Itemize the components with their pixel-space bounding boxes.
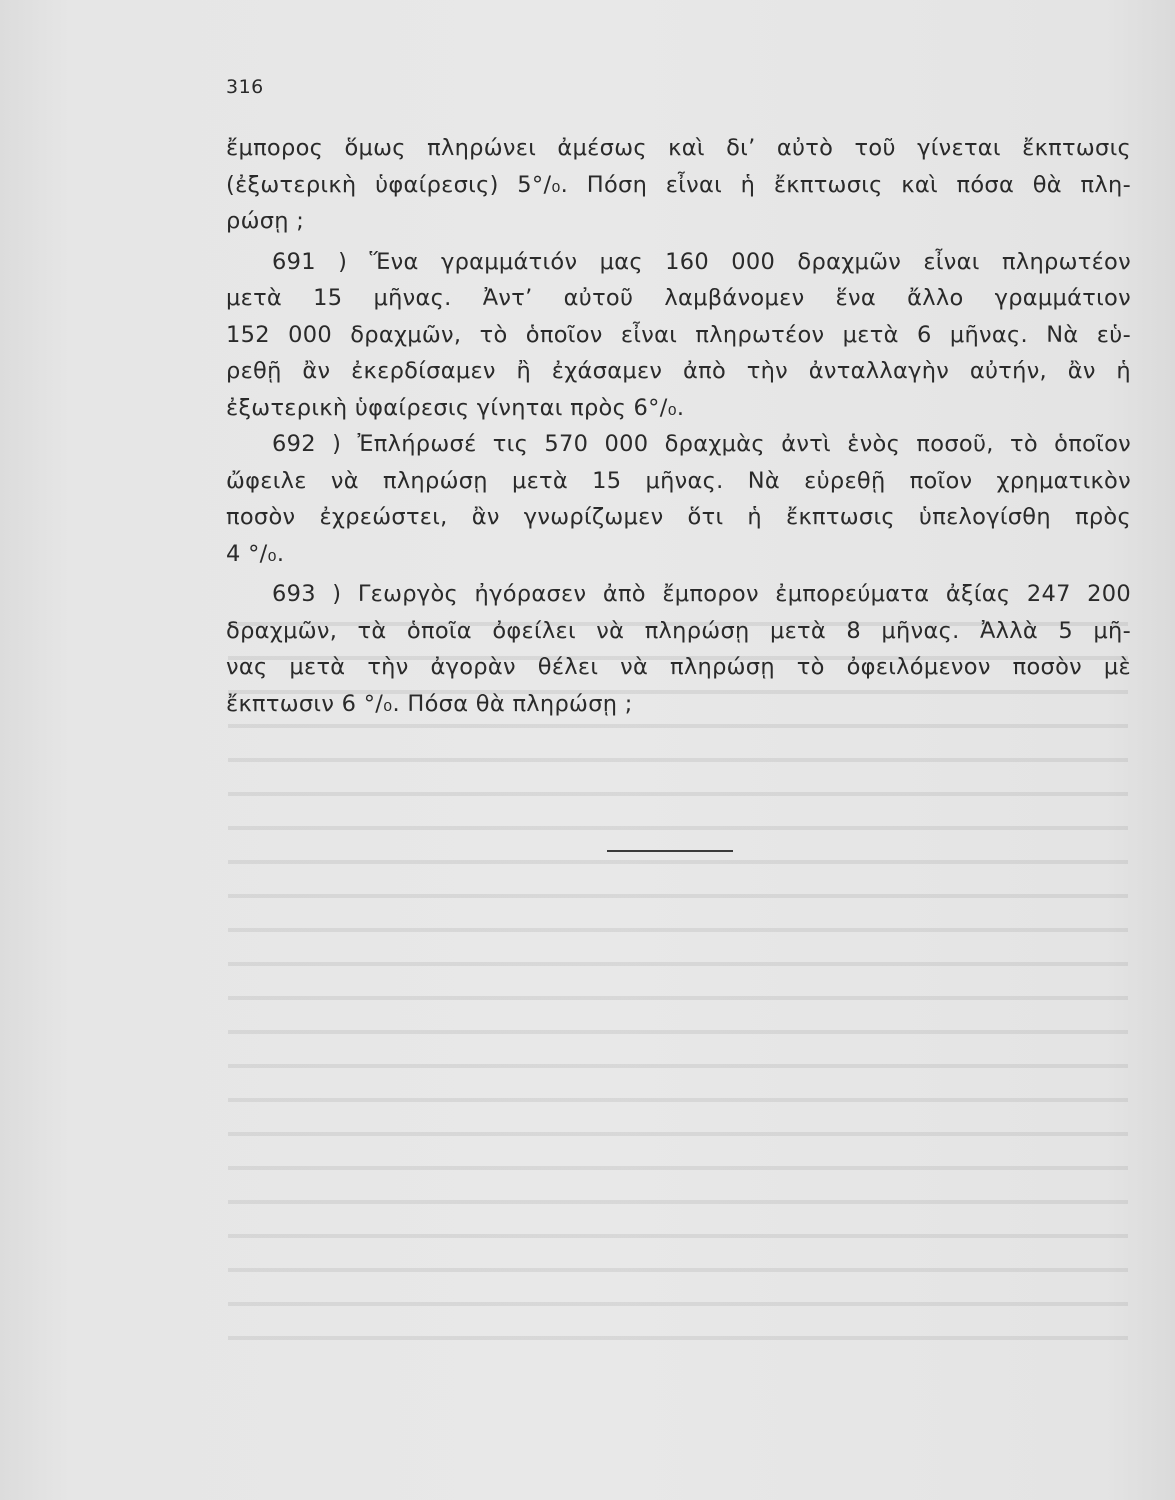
section-end-rule <box>607 850 733 852</box>
text-line: 152 000 δραχμῶν, τὸ ὁποῖον εἶναι πληρωτέον μετὰ 6 μῆνας. Νὰ εὑ- <box>226 321 1131 348</box>
text-line: ἔκπτωσιν 6 °/₀. Πόσα θὰ πληρώσῃ ; <box>226 690 633 717</box>
text-line: ποσὸν ἐχρεώστει, ἂν γνωρίζωμεν ὅτι ἡ ἔκπτωσις ὑπελογίσθη πρὸς <box>226 504 1131 530</box>
text-line: ἐξωτερικὴ ὑφαίρεσις γίνηται πρὸς 6°/₀. <box>226 394 685 421</box>
text-line: μετὰ 15 μῆνας. Ἀντ’ αὐτοῦ λαμβάνομεν ἕνα ἄλλο γραμμάτιον <box>226 285 1131 311</box>
text-line: δραχμῶν, τὰ ὁποῖα ὀφείλει νὰ πληρώσῃ μετὰ 8 μῆνας. Ἀλλὰ 5 μῆ- <box>226 617 1131 644</box>
text-line: 4 °/₀. <box>226 540 285 567</box>
text-line: ρώσῃ ; <box>226 208 305 234</box>
text-line: ὤφειλε νὰ πληρώσῃ μετὰ 15 μῆνας. Νὰ εὑρεθῇ ποῖον χρηματικὸν <box>226 467 1131 494</box>
text-line: 693 ) Γεωργὸς ἠγόρασεν ἀπὸ ἔμπορον ἐμπορεύματα ἀξίας 247 200 <box>272 581 1131 607</box>
text-line: νας μετὰ τὴν ἀγορὰν θέλει νὰ πληρώσῃ τὸ ὀφειλόμενον ποσὸν μὲ <box>226 654 1131 680</box>
problem-text-block <box>226 130 1131 722</box>
text-line: (ἐξωτερικὴ ὑφαίρεσις) 5°/₀. Πόση εἶναι ἡ ἔκπτωσις καὶ πόσα θὰ πλη- <box>226 171 1131 198</box>
page-number: 316 <box>226 76 264 98</box>
text-line: 692 ) Ἐπλήρωσέ τις 570 000 δραχμὰς ἀντὶ ἑνὸς ποσοῦ, τὸ ὁποῖον <box>272 431 1131 457</box>
text-line: 691 ) Ἕνα γραμμάτιόν μας 160 000 δραχμῶν εἶναι πληρωτέον <box>272 248 1131 275</box>
text-line: ἔμπορος ὅμως πληρώνει ἀμέσως καὶ δι’ αὐτὸ τοῦ γίνεται ἔκπτωσις <box>226 135 1131 161</box>
text-line: ρεθῇ ἂν ἐκερδίσαμεν ἢ ἐχάσαμεν ἀπὸ τὴν ἀνταλλαγὴν αὐτήν, ἂν ἡ <box>226 358 1131 384</box>
